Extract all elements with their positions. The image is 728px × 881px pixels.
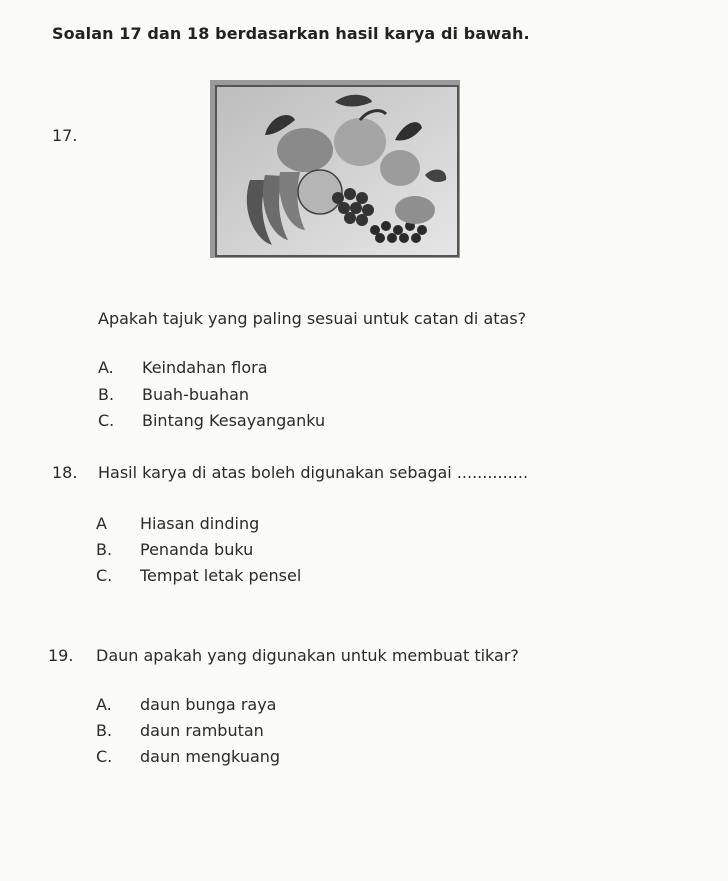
option-text: Keindahan flora: [142, 358, 268, 377]
option-letter: C.: [96, 747, 113, 766]
question-18-option-c[interactable]: [96, 566, 301, 585]
section-heading: Soalan 17 dan 18 berdasarkan hasil karya di bawah.: [52, 24, 530, 43]
question-19-option-a[interactable]: [96, 695, 276, 714]
option-letter: B.: [96, 721, 113, 740]
option-letter: C.: [98, 411, 115, 430]
question-18-number: 18.: [52, 463, 78, 482]
question-18-option-a[interactable]: [96, 514, 259, 533]
question-18-text: Hasil karya di atas boleh digunakan sebagai ..............: [98, 463, 529, 482]
option-text: daun mengkuang: [140, 747, 281, 766]
option-text: Bintang Kesayanganku: [142, 411, 326, 430]
question-19-number: 19.: [48, 646, 74, 665]
option-text: Penanda buku: [140, 540, 254, 559]
question-17-option-a[interactable]: [98, 358, 268, 377]
option-letter: B.: [96, 540, 113, 559]
question-17-number: 17.: [52, 126, 78, 145]
option-text: Hiasan dinding: [140, 514, 260, 533]
option-text: Buah-buahan: [142, 385, 250, 404]
option-letter: A.: [98, 358, 114, 377]
question-19-text: Daun apakah yang digunakan untuk membuat tikar?: [96, 646, 519, 665]
option-text: Tempat letak pensel: [140, 566, 302, 585]
question-17-option-b[interactable]: [98, 385, 249, 404]
option-text: daun bunga raya: [140, 695, 277, 714]
question-19-option-b[interactable]: [96, 721, 264, 740]
fruit-painting-image: [210, 80, 460, 258]
option-letter: A.: [96, 695, 112, 714]
question-17-text: Apakah tajuk yang paling sesuai untuk catan di atas?: [98, 309, 527, 328]
option-letter: B.: [98, 385, 115, 404]
question-17-option-c[interactable]: [98, 411, 325, 430]
question-18-option-b[interactable]: [96, 540, 253, 559]
option-letter: C.: [96, 566, 113, 585]
option-text: daun rambutan: [140, 721, 264, 740]
option-letter: A: [96, 514, 107, 533]
question-19-option-c[interactable]: [96, 747, 280, 766]
